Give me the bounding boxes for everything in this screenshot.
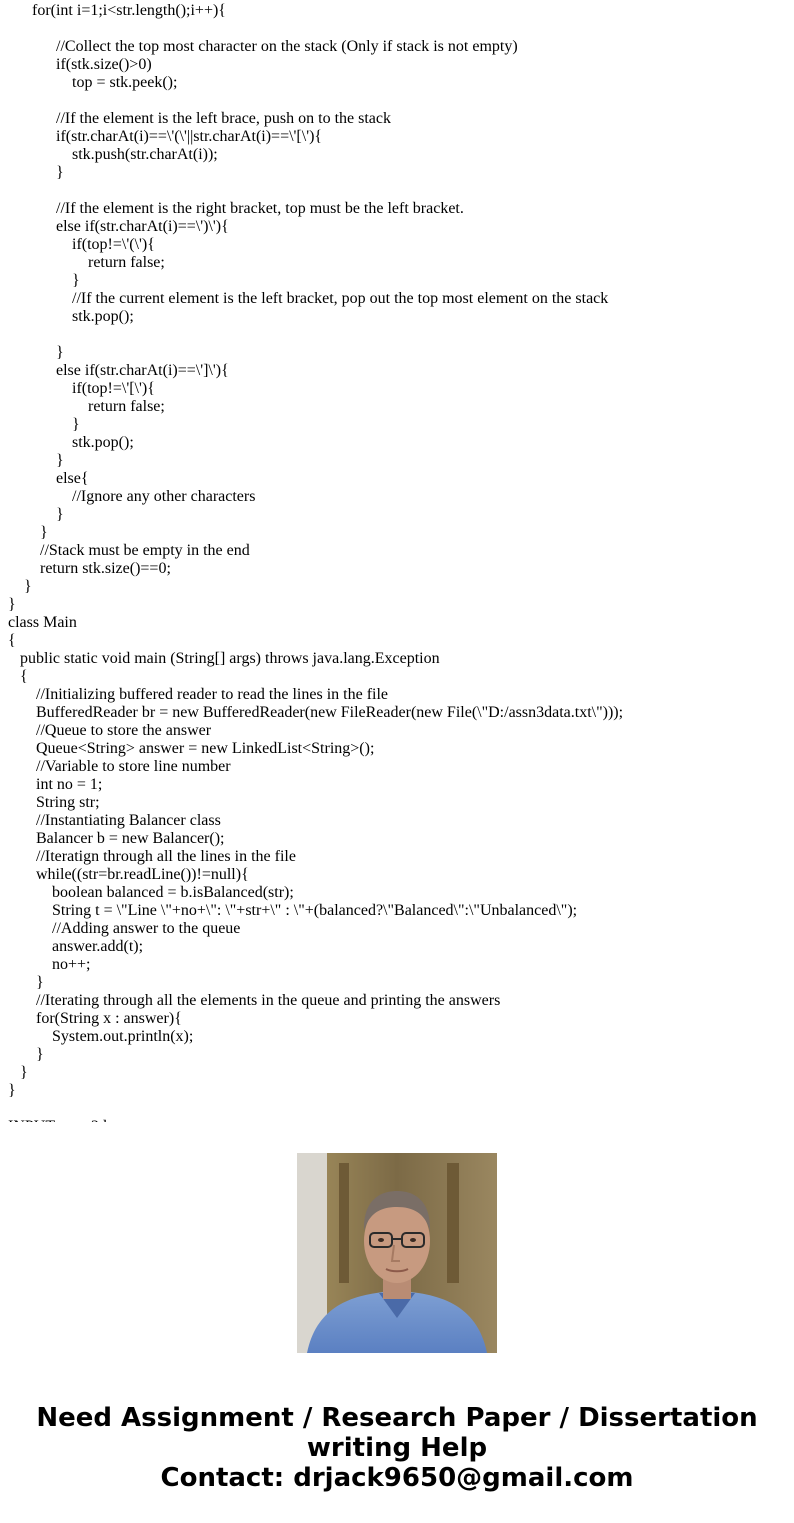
code-line: }: [56, 506, 64, 523]
code-line: }: [40, 524, 48, 541]
code-line: stk.pop();: [72, 308, 134, 325]
promo-subheadline: writing Help: [306, 1433, 488, 1463]
code-line: Balancer b = new Balancer();: [36, 830, 225, 847]
code-line: //Iteratign through all the lines in the file: [36, 848, 296, 865]
code-line: else{: [56, 470, 89, 487]
code-line: //Initializing buffered reader to read the lines in the file: [36, 686, 389, 703]
person-portrait-icon: [297, 1153, 497, 1353]
code-line: }: [8, 1082, 16, 1099]
code-line: public static void main (String[] args) throws java.lang.Exception: [20, 650, 440, 667]
code-line: top = stk.peek();: [72, 74, 178, 91]
code-line: BufferedReader br = new BufferedReader(new FileReader(new File(\"D:/assn3data.txt\")));: [36, 704, 624, 721]
code-line: }: [36, 974, 44, 991]
code-line: }: [36, 1046, 44, 1063]
code-line: int no = 1;: [36, 776, 103, 793]
code-line: }: [56, 344, 64, 361]
code-line: class Main: [8, 614, 77, 631]
code-line: //Stack must be empty in the end: [40, 542, 250, 559]
promo-banner: [0, 1122, 794, 1523]
code-line: String t = \"Line \"+no+\": \"+str+\" : \"+(balanced?\"Balanced\":\"Unbalanced\");: [52, 902, 578, 919]
promo-contact-email: Contact: drjack9650@gmail.com: [160, 1463, 634, 1493]
code-line: System.out.println(x);: [52, 1028, 194, 1045]
code-line: }: [8, 596, 16, 613]
code-line: return false;: [88, 398, 165, 415]
code-line: while((str=br.readLine())!=null){: [36, 866, 249, 883]
code-line: boolean balanced = b.isBalanced(str);: [52, 884, 294, 901]
code-line: //Iterating through all the elements in the queue and printing the answers: [36, 992, 501, 1009]
code-line: return stk.size()==0;: [40, 560, 171, 577]
code-line: //Adding answer to the queue: [52, 920, 241, 937]
promo-message: [0, 1403, 794, 1493]
code-line: //Variable to store line number: [36, 758, 231, 775]
promo-headline: Need Assignment / Research Paper / Dissertation: [36, 1403, 758, 1433]
code-line: if(top!=\'[\'){: [72, 380, 155, 397]
code-line: }: [20, 1064, 28, 1081]
code-line: if(stk.size()>0): [56, 56, 152, 73]
code-line: }: [72, 272, 80, 289]
code-line: for(String x : answer){: [36, 1010, 182, 1027]
code-line: //Collect the top most character on the stack (Only if stack is not empty): [56, 38, 518, 55]
code-line: //Instantiating Balancer class: [36, 812, 221, 829]
code-line: //Ignore any other characters: [72, 488, 256, 505]
code-line: else if(str.charAt(i)==\']\'){: [56, 362, 229, 379]
code-line: //If the element is the right bracket, top must be the left bracket.: [56, 200, 464, 217]
code-line: stk.pop();: [72, 434, 134, 451]
code-line: if(top!=\'(\'){: [72, 236, 155, 253]
code-line: for(int i=1;i<str.length();i++){: [0, 2, 226, 19]
code-line: else if(str.charAt(i)==\')\'){: [56, 218, 229, 235]
code-line: answer.add(t);: [52, 938, 144, 955]
code-line: no++;: [52, 956, 91, 973]
code-line: stk.push(str.charAt(i));: [72, 146, 218, 163]
code-line: }: [72, 416, 80, 433]
code-line: Queue<String> answer = new LinkedList<String>();: [36, 740, 375, 757]
code-line: if(str.charAt(i)==\'(\'||str.charAt(i)==\'[\'){: [56, 128, 323, 145]
code-line: return false;: [88, 254, 165, 271]
code-line: //If the current element is the left bracket, pop out the top most element on the stack: [72, 290, 609, 307]
code-line: {: [8, 632, 16, 649]
code-line: }: [56, 452, 64, 469]
code-line: //Queue to store the answer: [36, 722, 212, 739]
code-line: String str;: [36, 794, 100, 811]
code-line: {: [20, 668, 28, 685]
code-line: }: [56, 164, 64, 181]
author-avatar: [297, 1153, 497, 1353]
code-line: }: [24, 578, 32, 595]
code-line: //If the element is the left brace, push on to the stack: [56, 110, 391, 127]
